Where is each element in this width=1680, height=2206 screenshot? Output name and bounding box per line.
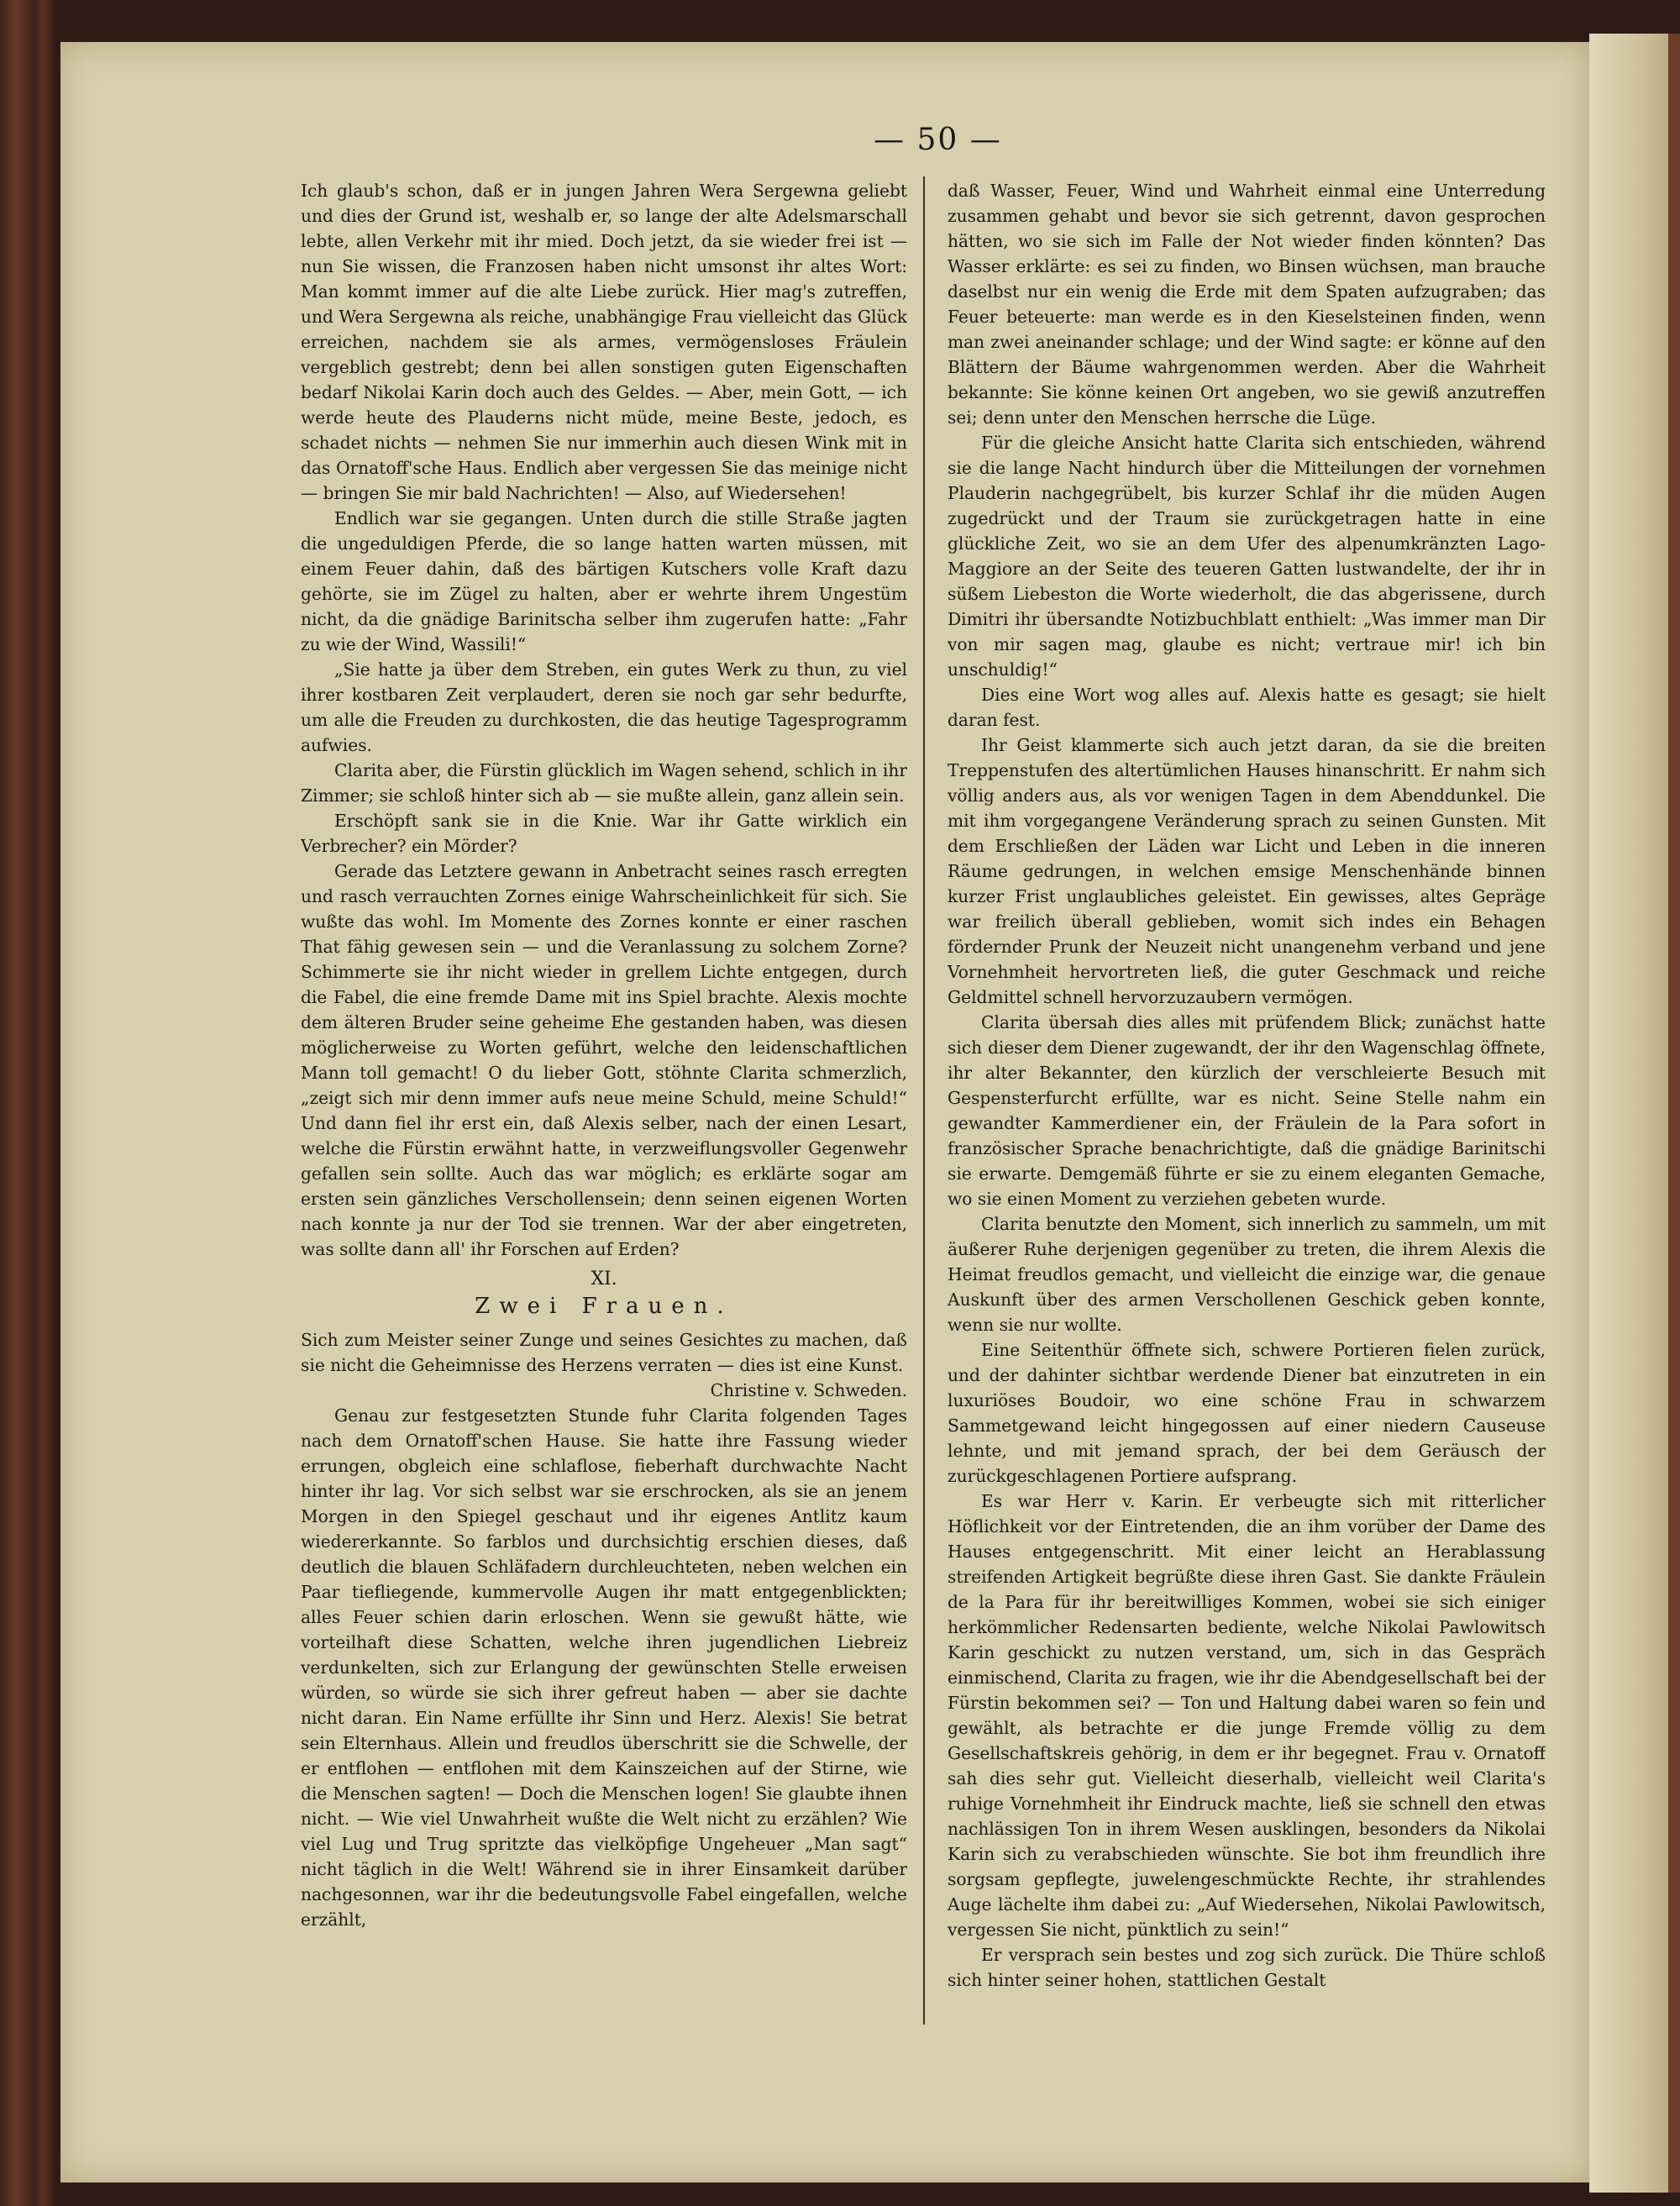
column-divider xyxy=(923,176,925,2025)
paragraph: Ich glaub's schon, daß er in jungen Jahren Wera Sergewna geliebt und dies der Grund ist, weshalb er, so lange der alte Adelsmarschall lebte, allen Verkehr mit ihr mied. Doch jetzt, da sie wieder frei ist — nun Sie wissen, die Franzosen haben nicht umsonst ihr altes Wort: Man kommt immer auf die alte Liebe zurück. Hier mag's zutreffen, und Wera Sergewna als reiche, unabhängige Frau vielleicht das Glück erreichen, nachdem sie als armes, vermögensloses Fräulein vergeblich gestrebt; denn bei allen sonstigen guten Eigenschaften bedarf Nikolai Karin doch auch des Geldes. — Aber, mein Gott, — ich werde heute des Plauderns nicht müde, meine Beste, jedoch, es schadet nichts — nehmen Sie nur immerhin auch diesen Wink mit in das Ornatoff'sche Haus. Endlich aber vergessen Sie das meinige nicht — bringen Sie mir bald Nachrichten! — Also, auf Wiedersehen! xyxy=(301,181,907,503)
paragraph: Endlich war sie gegangen. Unten durch die stille Straße jagten die ungeduldigen Pferde, die so lange hatten warten müssen, mit einem Feuer dahin, daß des bärtigen Kutschers volle Kraft dazu gehörte, sie im Zügel zu halten, aber er wehrte ihrem Ungestüm nicht, da die gnädige Barinitscha selber ihm zugerufen hatte: „Fahr zu wie der Wind, Wassili!“ xyxy=(301,508,907,654)
epigraph: Sich zum Meister seiner Zunge und seines Gesichtes zu machen, daß sie nicht die Geheimnisse des Herzens verraten — dies ist eine Kunst. xyxy=(301,1330,907,1375)
right-column xyxy=(948,178,1546,2051)
paragraph: Für die gleiche Ansicht hatte Clarita sich entschieden, während sie die lange Nacht hindurch über die Mitteilungen der vornehmen Plauderin nachgegrübelt, bis kurzer Schlaf ihr die müden Augen zugedrückt und der Traum sie zurückgetragen hatte in eine glückliche Zeit, wo sie an dem Ufer des alpenumkränzten Lago-Maggiore an der Seite des teueren Gatten lustwandelte, der ihr in süßem Liebeston die Worte wiederholt, die das abgerissene, durch Dimitri ihr übersandte Notizbuchblatt enthielt: „Was immer man Dir von mir sagen mag, glaube es nicht; vertraue mir! ich bin unschuldig!“ xyxy=(948,433,1546,680)
epigraph-author: Christine v. Schweden. xyxy=(710,1380,907,1400)
paragraph: Erschöpft sank sie in die Knie. War ihr Gatte wirklich ein Verbrecher? ein Mörder? xyxy=(301,811,907,856)
book-edge xyxy=(1589,34,1680,2193)
paragraph: Es war Herr v. Karin. Er verbeugte sich mit ritterlicher Höflichkeit vor der Eintretenden, die an ihm vorüber der Dame des Hauses entgegenschritt. Mit einer leicht an Herablassung streifenden Artigkeit begrüßte diese ihren Gast. Sie dankte Fräulein de la Para für ihr bereitwilliges Kommen, wobei sie sich einiger herkömmlicher Redensarten bediente, welche Nikolai Pawlowitsch Karin geschickt zu nutzen verstand, um, sich in das Gespräch einmischend, Clarita zu fragen, wie ihr die Abendgesellschaft bei der Fürstin bekommen sei? — Ton und Haltung dabei waren so fein und gewählt, als betrachte er die junge Fremde völlig zu dem Gesellschaftskreis gehörig, in dem er ihr begegnet. Frau v. Ornatoff sah dies sehr gut. Vielleicht dieserhalb, vielleicht weil Clarita's ruhige Vornehmheit ihr Eindruck machte, ließ sie schnell den etwas nachlässigen Ton in ihrem Wesen ausklingen, besonders da Nikolai Karin sich zu verabschieden wünschte. Sie bot ihm freundlich ihre sorgsam gepflegte, juwelengeschmückte Rechte, ihr strahlendes Auge lächelte ihm dabei zu: „Auf Wiedersehen, Nikolai Pawlowitsch, vergessen Sie nicht, pünktlich zu sein!“ xyxy=(948,1491,1546,1940)
paragraph: Dies eine Wort wog alles auf. Alexis hatte es gesagt; sie hielt daran fest. xyxy=(948,685,1546,730)
paragraph: Gerade das Letztere gewann in Anbetracht seines rasch erregten und rasch verrauchten Zornes einige Wahrscheinlichkeit für sich. Sie wußte das wohl. Im Momente des Zornes konnte er einer raschen That fähig gewesen sein — und die Veranlassung zu solchem Zorne? Schimmerte sie ihr nicht wieder in grellem Lichte entgegen, durch die Fabel, die eine fremde Dame mit ins Spiel brachte. Alexis mochte dem älteren Bruder seine geheime Ehe gestanden haben, was diesen möglicherweise zu Worten geführt, welche den leidenschaftlichen Mann toll gemacht! O du lieber Gott, stöhnte Clarita schmerzlich, „zeigt sich mir denn immer aufs neue meine Schuld, meine Schuld!“ Und dann fiel ihr erst ein, daß Alexis selber, nach der einen Lesart, welche die Fürstin erwähnt hatte, in verzweiflungsvoller Gegenwehr gefallen sein sollte. Auch das war möglich; es erklärte sogar am ersten sein gänzliches Verschollensein; denn seinen eigenen Worten nach konnte ja nur der Tod sie trennen. War der aber eingetreten, was sollte dann all' ihr Forschen auf Erden? xyxy=(301,861,907,1259)
paragraph: Clarita benutzte den Moment, sich innerlich zu sammeln, um mit äußerer Ruhe derjenigen gegenüber zu treten, die ihrem Alexis die Heimat freudlos gemacht, und vielleicht die einzige war, die genaue Auskunft über des armen Verschollenen Geschick geben konnte, wenn sie nur wollte. xyxy=(948,1214,1546,1335)
paragraph: Er versprach sein bestes und zog sich zurück. Die Thüre schloß sich hinter seiner hohen, stattlichen Gestalt xyxy=(948,1945,1546,1990)
section-number: XI. xyxy=(591,1268,617,1289)
paragraph: „Sie hatte ja über dem Streben, ein gutes Werk zu thun, zu viel ihrer kostbaren Zeit verplaudert, deren sie noch gar sehr bedurfte, um alle die Freuden zu durchkosten, die das heutige Tagesprogramm aufwies. xyxy=(301,659,907,755)
page-number: — 50 — xyxy=(874,123,1002,157)
paragraph: Ihr Geist klammerte sich auch jetzt daran, da sie die breiten Treppenstufen des altertümlichen Hauses hinanschritt. Er nahm sich völlig anders aus, als vor wenigen Tagen in dem Abenddunkel. Die mit ihm vorgegangene Veränderung sprach zu seinen Gunsten. Mit dem Erschließen der Läden war Licht und Leben in die inneren Räume gedrungen, in welchen emsige Menschenhände binnen kurzer Frist unglaubliches geleistet. Ein gewisses, altes Gepräge war freilich überall geblieben, womit sich indes ein Behagen fördernder Prunk der Neuzeit nicht unangenehm verband und jene Vornehmheit hervortreten ließ, die guter Geschmack und reiche Geldmittel schnell hervorzuzaubern vermögen. xyxy=(948,735,1546,1007)
left-column xyxy=(301,178,907,2035)
section-title: Zwei Frauen. xyxy=(475,1294,733,1319)
paragraph: Genau zur festgesetzten Stunde fuhr Clarita folgenden Tages nach dem Ornatoff'schen Hause. Sie hatte ihre Fassung wieder errungen, obgleich eine schlaflose, fieberhaft durchwachte Nacht hinter ihr lag. Vor sich selbst war sie erschrocken, als sie an jenem Morgen in den Spiegel geschaut und ihr eigenes Antlitz kaum wiedererkannte. So farblos und durchsichtig erschien dieses, daß deutlich die blauen Schläfadern durchleuchteten, neben welchen ein Paar tiefliegende, kummervolle Augen ihr matt entgegenblickten; alles Feuer schien darin erloschen. Wenn sie gewußt hätte, wie vorteilhaft diese Schatten, welche ihren jugendlichen Liebreiz verdunkelten, sich zur Erlangung der gewünschten Stelle erweisen würden, so würde sie sich ihrer gefreut haben — aber sie dachte nicht daran. Ein Name erfüllte ihr Sinn und Herz. Alexis! Sie betrat sein Elternhaus. Allein und freudlos überschritt sie die Schwelle, der er entflohen — entflohen mit dem Kainszeichen auf der Stirne, wie die Menschen sagten! — Doch die Menschen logen! Sie glaubte ihnen nicht. — Wie viel Unwahrheit wußte die Welt nicht zu erzählen? Wie viel Lug und Trug spritzte das vielköpfige Ungeheuer „Man sagt“ nicht täglich in die Welt! Während sie in ihrer Einsamkeit darüber nachgesonnen, war ihr die bedeutungsvolle Fabel eingefallen, welche erzählt, xyxy=(301,1405,907,1930)
paragraph: daß Wasser, Feuer, Wind und Wahrheit einmal eine Unterredung zusammen gehabt und bevor sie sich getrennt, davon gesprochen hätten, wo sie sich im Falle der Not wieder finden könnten? Das Wasser erklärte: es sei zu finden, wo Binsen wüchsen, man brauche daselbst nur ein wenig die Erde mit dem Spaten aufzugraben; das Feuer beteuerte: man werde es in den Kieselsteinen finden, wenn man zwei aneinander schlage; und der Wind sagte: er könne auf den Blättern der Bäume wahrgenommen werden. Aber die Wahrheit bekannte: Sie könne keinen Ort angeben, wo sie gewiß anzutreffen sei; denn unter den Menschen herrsche die Lüge. xyxy=(948,181,1546,428)
paragraph: Eine Seitenthür öffnete sich, schwere Portieren fielen zurück, und der dahinter sichtbar werdende Diener bat einzutreten in ein luxuriöses Boudoir, wo eine schöne Frau in schwarzem Sammetgewand leicht hingegossen auf einer niedern Causeuse lehnte, und mit jemand sprach, der bei dem Geräusch der zurückgeschlagenen Portiere aufsprang. xyxy=(948,1340,1546,1486)
paragraph: Clarita übersah dies alles mit prüfendem Blick; zunächst hatte sich dieser dem Diener zugewandt, der ihr den Wagenschlag öffnete, ihr alter Bekannter, den kürzlich der verschleierte Besuch mit Gespensterfurcht erfüllte, war es nicht. Seine Stelle nahm ein gewandter Kammerdiener ein, der Fräulein de la Para sofort in französischer Sprache benachrichtigte, daß die gnädige Barinitschi sie erwarte. Demgemäß führte er sie zu einem eleganten Gemache, wo sie einen Moment zu verziehen gebeten wurde. xyxy=(948,1012,1546,1209)
paragraph: Clarita aber, die Fürstin glücklich im Wagen sehend, schlich in ihr Zimmer; sie schloß hinter sich ab — sie mußte allein, ganz allein sein. xyxy=(301,760,907,806)
